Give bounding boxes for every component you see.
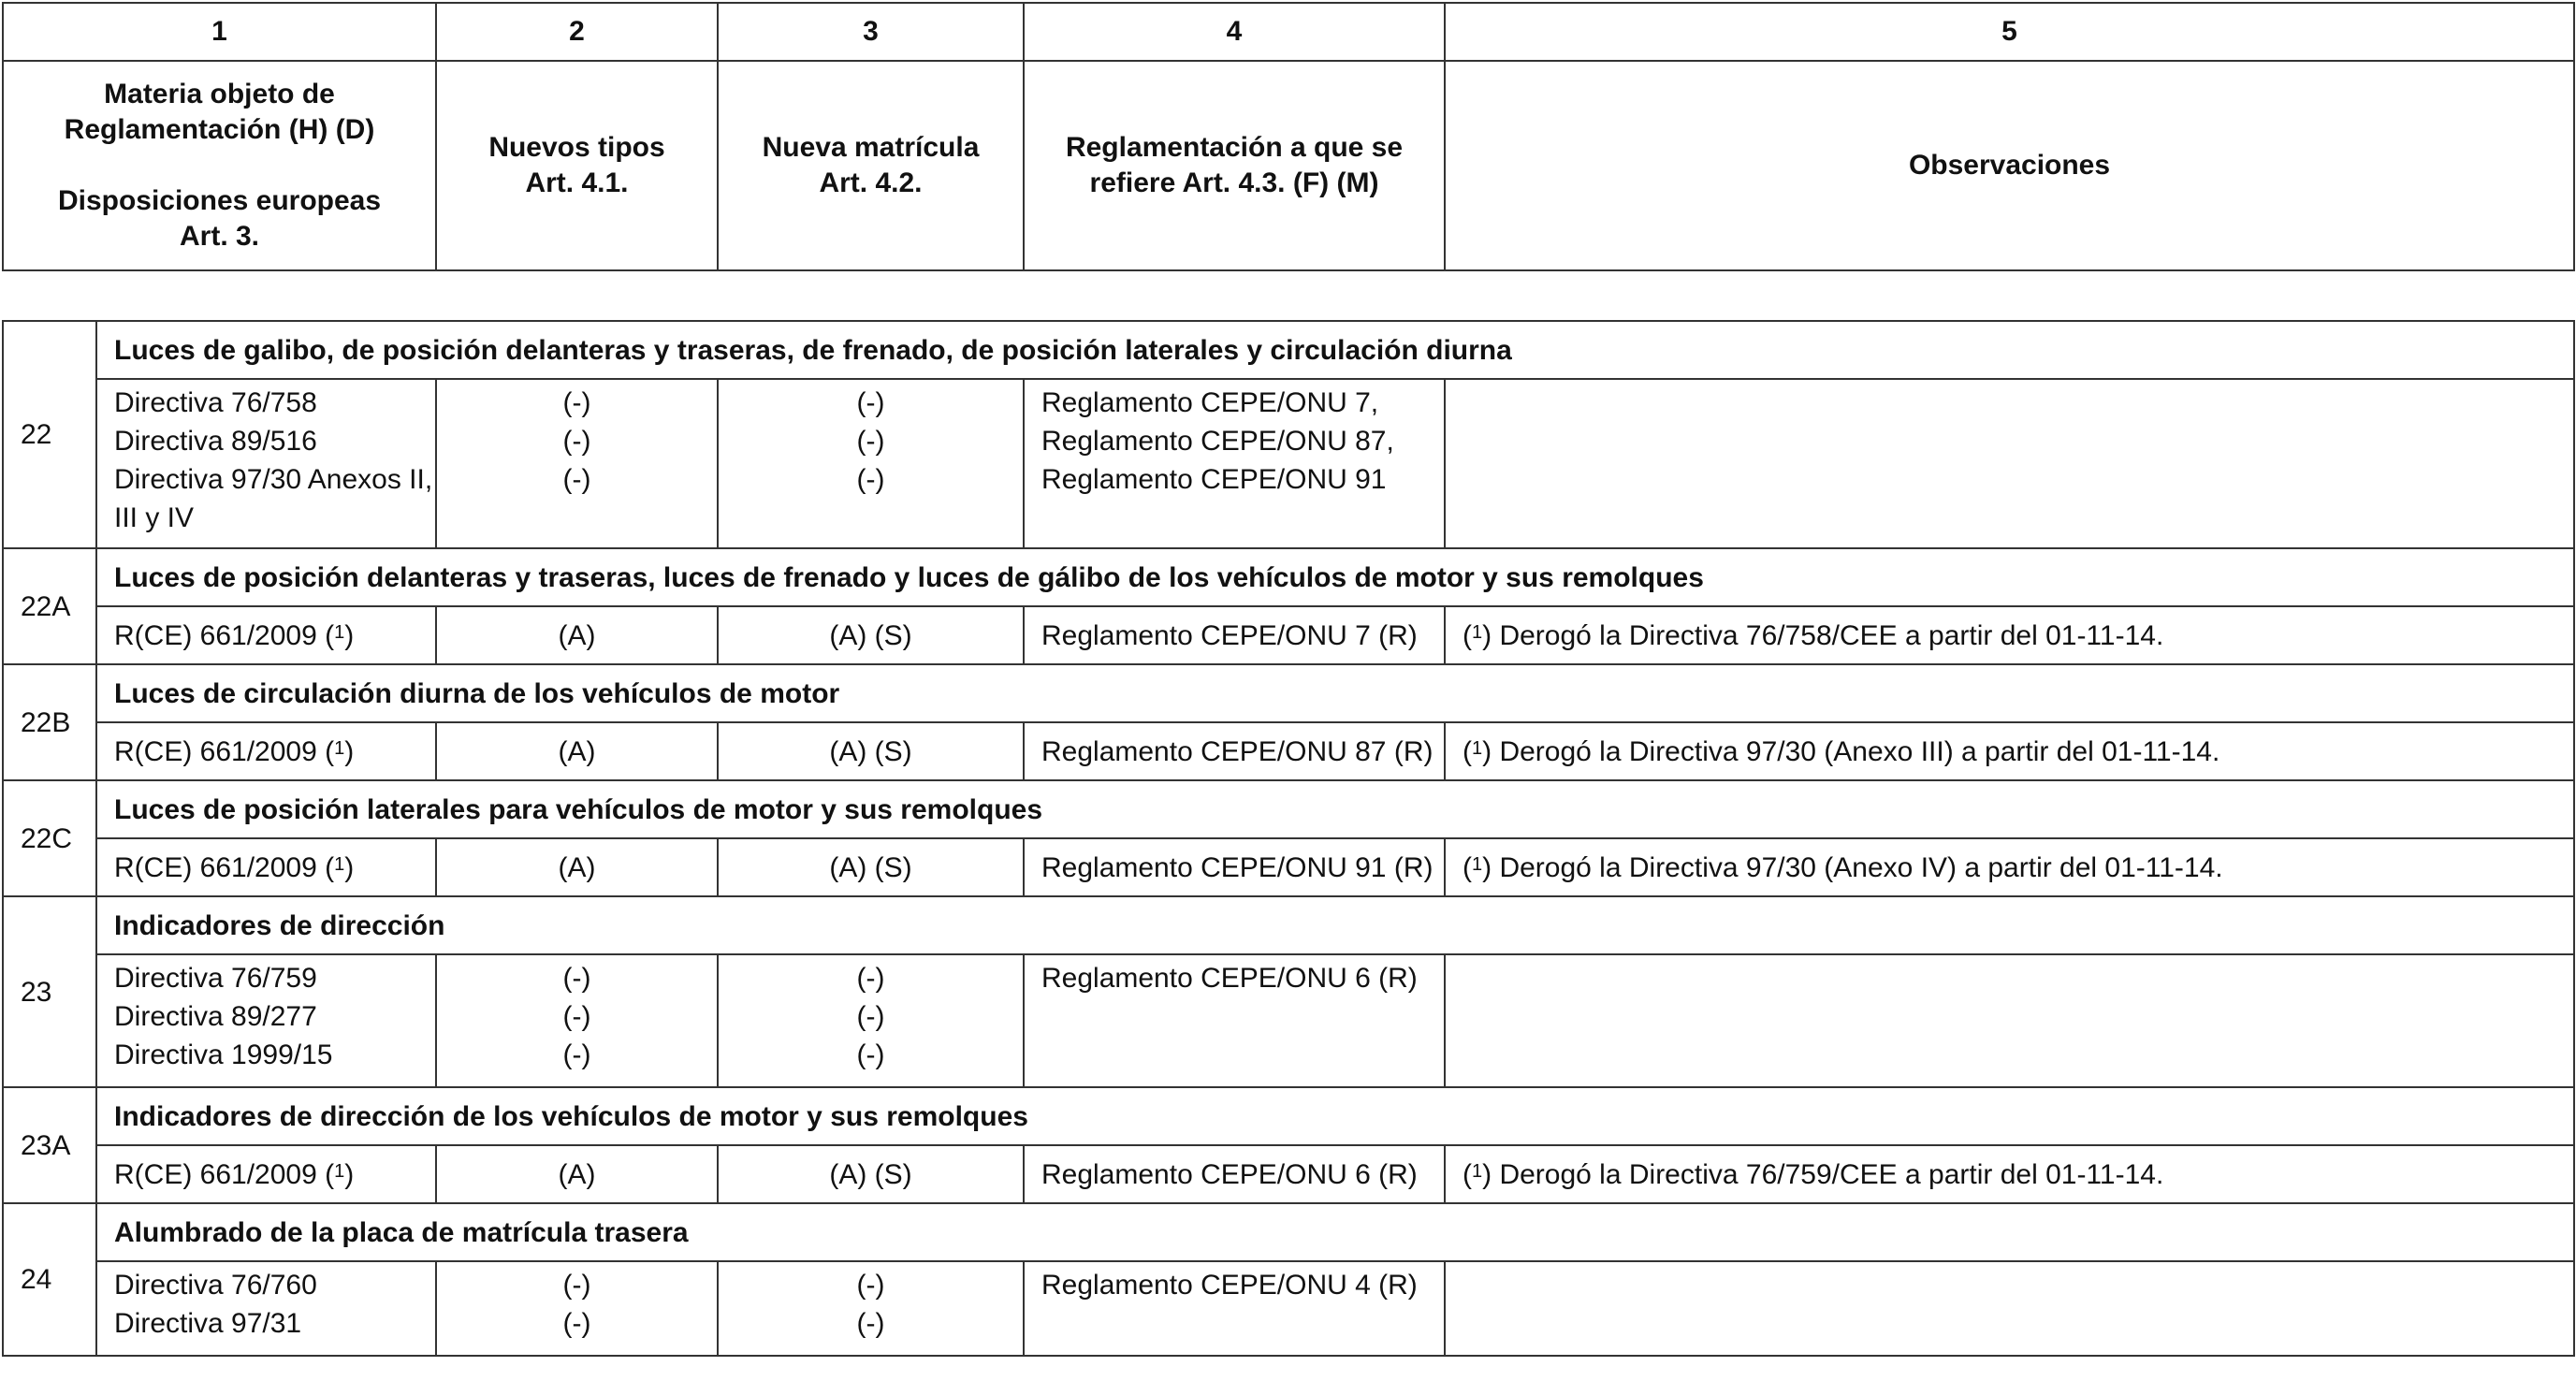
directives-cell: Directiva 76/759 Directiva 89/277 Directiva 1999/15 bbox=[96, 954, 436, 1087]
directives-cell: R(CE) 661/2009 ($^1$) bbox=[96, 722, 436, 780]
column-header-nueva-matricula: Nueva matrícula Art. 4.2. bbox=[718, 61, 1024, 270]
nuevos-tipos-cell: (A) bbox=[436, 1145, 718, 1203]
nueva-matricula-cell: (A) (S) bbox=[718, 838, 1024, 896]
row-code: 22A bbox=[3, 548, 96, 664]
column-header-reglamentacion: Reglamentación a que se refiere Art. 4.3. (F) (M) bbox=[1024, 61, 1445, 270]
column-number-row bbox=[3, 3, 2574, 61]
row-title-text: Alumbrado de la placa de matrícula trasera bbox=[96, 1203, 2574, 1261]
row-code: 24 bbox=[3, 1203, 96, 1356]
row-code: 22 bbox=[3, 321, 96, 548]
nueva-matricula-cell: (-) (-) (-) bbox=[718, 379, 1024, 548]
reglamentacion-cell: Reglamento CEPE/ONU 91 (R) bbox=[1024, 838, 1445, 896]
nuevos-tipos-cell: (-) (-) (-) bbox=[436, 379, 718, 548]
nuevos-tipos-cell: (A) bbox=[436, 838, 718, 896]
row-title bbox=[3, 664, 2574, 722]
footnote-mark: 1 bbox=[334, 621, 345, 643]
column-header-materia: Materia objeto de Reglamentación (H) (D) Disposiciones europeas Art. 3. bbox=[3, 61, 436, 270]
row-detail bbox=[3, 1261, 2574, 1356]
nueva-matricula-cell: (A) (S) bbox=[718, 722, 1024, 780]
row-detail bbox=[3, 954, 2574, 1087]
observaciones-cell: ($^1$) Derogó la Directiva 76/758/CEE a partir del 01-11-14. bbox=[1445, 606, 2574, 664]
row-detail bbox=[3, 1145, 2574, 1203]
row-title-text: Indicadores de dirección bbox=[96, 896, 2574, 954]
row-detail bbox=[3, 838, 2574, 896]
column-number: 2 bbox=[436, 3, 718, 61]
row-title-text: Luces de circulación diurna de los vehículos de motor bbox=[96, 664, 2574, 722]
reglamentacion-cell: Reglamento CEPE/ONU 6 (R) bbox=[1024, 954, 1445, 1087]
directives-cell: Directiva 76/758 Directiva 89/516 Directiva 97/30 Anexos II, III y IV bbox=[96, 379, 436, 548]
row-code: 22B bbox=[3, 664, 96, 780]
column-number: 1 bbox=[3, 3, 436, 61]
nuevos-tipos-cell: (-) (-) (-) bbox=[436, 954, 718, 1087]
directives-cell: Directiva 76/760 Directiva 97/31 bbox=[96, 1261, 436, 1356]
footnote-mark: 1 bbox=[334, 1160, 345, 1182]
column-number: 3 bbox=[718, 3, 1024, 61]
row-title-text: Indicadores de dirección de los vehículos de motor y sus remolques bbox=[96, 1087, 2574, 1145]
column-header-nuevos-tipos: Nuevos tipos Art. 4.1. bbox=[436, 61, 718, 270]
reglamentacion-cell: Reglamento CEPE/ONU 6 (R) bbox=[1024, 1145, 1445, 1203]
nuevos-tipos-cell: (A) bbox=[436, 722, 718, 780]
observaciones-cell bbox=[1445, 1261, 2574, 1356]
observaciones-cell bbox=[1445, 379, 2574, 548]
directives-cell: R(CE) 661/2009 ($^1$) bbox=[96, 606, 436, 664]
header-table bbox=[2, 2, 2575, 271]
column-number: 4 bbox=[1024, 3, 1445, 61]
row-title bbox=[3, 548, 2574, 606]
row-title-text: Luces de galibo, de posición delanteras y traseras, de frenado, de posición laterales y circulación diurna bbox=[96, 321, 2574, 379]
nueva-matricula-cell: (A) (S) bbox=[718, 606, 1024, 664]
nueva-matricula-cell: (A) (S) bbox=[718, 1145, 1024, 1203]
nueva-matricula-cell: (-) (-) (-) bbox=[718, 954, 1024, 1087]
row-title-text: Luces de posición delanteras y traseras, luces de frenado y luces de gálibo de los vehículos de motor y sus remolques bbox=[96, 548, 2574, 606]
row-title bbox=[3, 780, 2574, 838]
observaciones-cell: ($^1$) Derogó la Directiva 97/30 (Anexo IV) a partir del 01-11-14. bbox=[1445, 838, 2574, 896]
observaciones-cell bbox=[1445, 954, 2574, 1087]
column-header-observaciones: Observaciones bbox=[1445, 61, 2574, 270]
row-code: 23 bbox=[3, 896, 96, 1087]
row-title bbox=[3, 1203, 2574, 1261]
reglamentacion-cell: Reglamento CEPE/ONU 7 (R) bbox=[1024, 606, 1445, 664]
nuevos-tipos-cell: (-) (-) bbox=[436, 1261, 718, 1356]
footnote-mark: 1 bbox=[334, 737, 345, 759]
row-detail bbox=[3, 379, 2574, 548]
nueva-matricula-cell: (-) (-) bbox=[718, 1261, 1024, 1356]
row-title bbox=[3, 321, 2574, 379]
column-number: 5 bbox=[1445, 3, 2574, 61]
column-label-row bbox=[3, 61, 2574, 270]
reglamentacion-cell: Reglamento CEPE/ONU 7, Reglamento CEPE/ONU 87, Reglamento CEPE/ONU 91 bbox=[1024, 379, 1445, 548]
row-title bbox=[3, 896, 2574, 954]
reglamentacion-cell: Reglamento CEPE/ONU 87 (R) bbox=[1024, 722, 1445, 780]
row-title-text: Luces de posición laterales para vehículos de motor y sus remolques bbox=[96, 780, 2574, 838]
row-code: 23A bbox=[3, 1087, 96, 1203]
observaciones-cell: ($^1$) Derogó la Directiva 97/30 (Anexo III) a partir del 01-11-14. bbox=[1445, 722, 2574, 780]
row-detail bbox=[3, 606, 2574, 664]
row-code: 22C bbox=[3, 780, 96, 896]
directives-cell: R(CE) 661/2009 ($^1$) bbox=[96, 838, 436, 896]
row-detail bbox=[3, 722, 2574, 780]
footnote-mark: 1 bbox=[334, 853, 345, 875]
regulations-table bbox=[2, 320, 2575, 1357]
observaciones-cell: ($^1$) Derogó la Directiva 76/759/CEE a partir del 01-11-14. bbox=[1445, 1145, 2574, 1203]
row-title bbox=[3, 1087, 2574, 1145]
reglamentacion-cell: Reglamento CEPE/ONU 4 (R) bbox=[1024, 1261, 1445, 1356]
nuevos-tipos-cell: (A) bbox=[436, 606, 718, 664]
directives-cell: R(CE) 661/2009 ($^1$) bbox=[96, 1145, 436, 1203]
